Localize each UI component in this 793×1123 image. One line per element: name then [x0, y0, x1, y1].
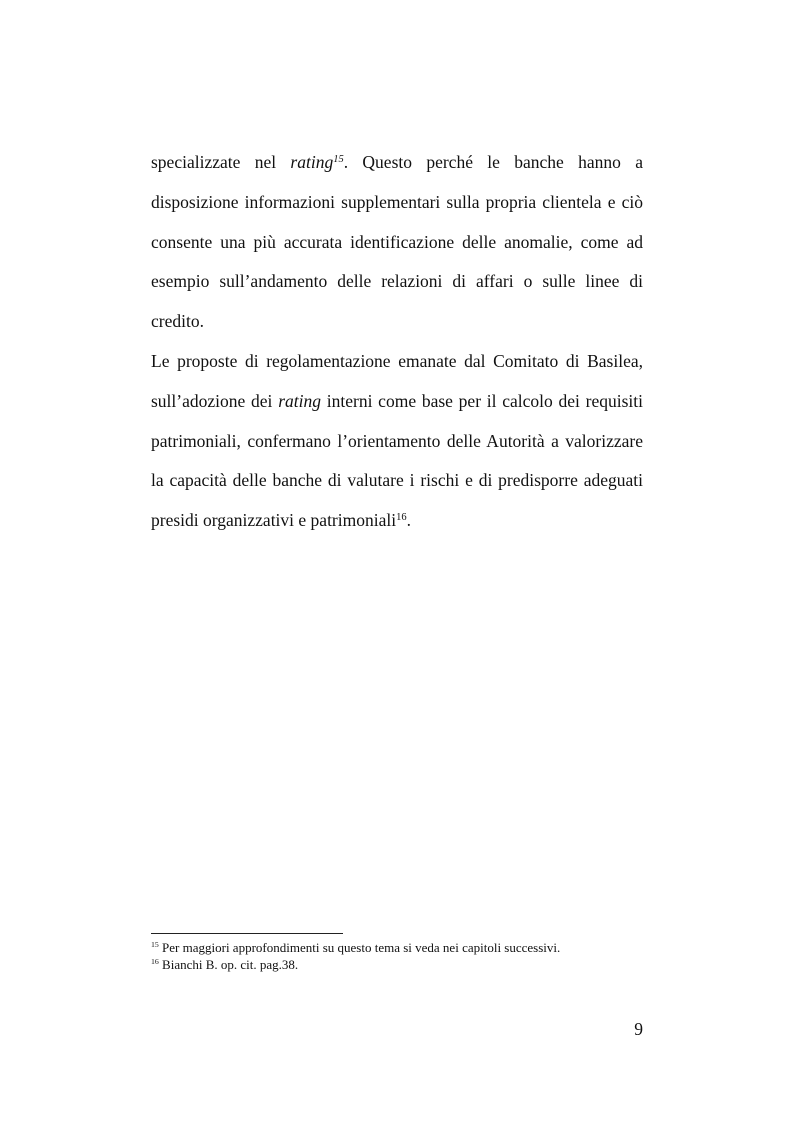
paragraph2-line4: la capacità delle banche di valutare i rischi e di predisporre adeguati: [151, 470, 643, 490]
paragraph1-line5: credito.: [151, 311, 204, 331]
footnote-text: Bianchi B. op. cit. pag.38.: [162, 957, 299, 972]
footnote-ref-16[interactable]: 16: [396, 511, 407, 523]
footnote-ref-15[interactable]: 15: [333, 153, 344, 165]
paragraph2-line3: patrimoniali, confermano l’orientamento delle Autorità a valorizzare: [151, 431, 643, 451]
footnote-separator: [151, 933, 343, 934]
footnote-number: 16: [151, 957, 159, 967]
paragraph2-line1: Le proposte di regolamentazione emanate dal Comitato di Basilea,: [151, 351, 643, 371]
paragraph2-line5: [151, 509, 643, 531]
page-number: 9: [634, 1019, 643, 1039]
paragraph2-line2: [151, 390, 643, 412]
paragraph1-line1: [151, 151, 643, 173]
text-segment: sull’adozione dei: [151, 391, 273, 411]
text-segment: presidi organizzativi e patrimoniali: [151, 510, 397, 530]
text-segment: interni come base per il calcolo dei requisiti: [326, 391, 644, 411]
paragraph1-line2: disposizione informazioni supplementari sulla propria clientela e ciò: [151, 192, 643, 212]
footnote-16: [151, 957, 298, 973]
footnote-text: Per maggiori approfondimenti su questo tema si veda nei capitoli successivi.: [162, 940, 561, 955]
paragraph1-line4: esempio sull’andamento delle relazioni di affari o sulle linee di: [151, 271, 643, 291]
term-text: rating: [290, 152, 334, 172]
paragraph1-line3: consente una più accurata identificazione delle anomalie, come ad: [151, 232, 643, 252]
footnote-number: 15: [151, 940, 159, 950]
text-segment: specializzate nel: [151, 152, 277, 172]
text-segment: . Questo perché le banche hanno a: [343, 152, 643, 172]
footnote-15: [151, 940, 560, 956]
term-rating: [290, 152, 343, 172]
term-rating: rating: [278, 391, 321, 411]
text-segment: .: [406, 510, 411, 530]
